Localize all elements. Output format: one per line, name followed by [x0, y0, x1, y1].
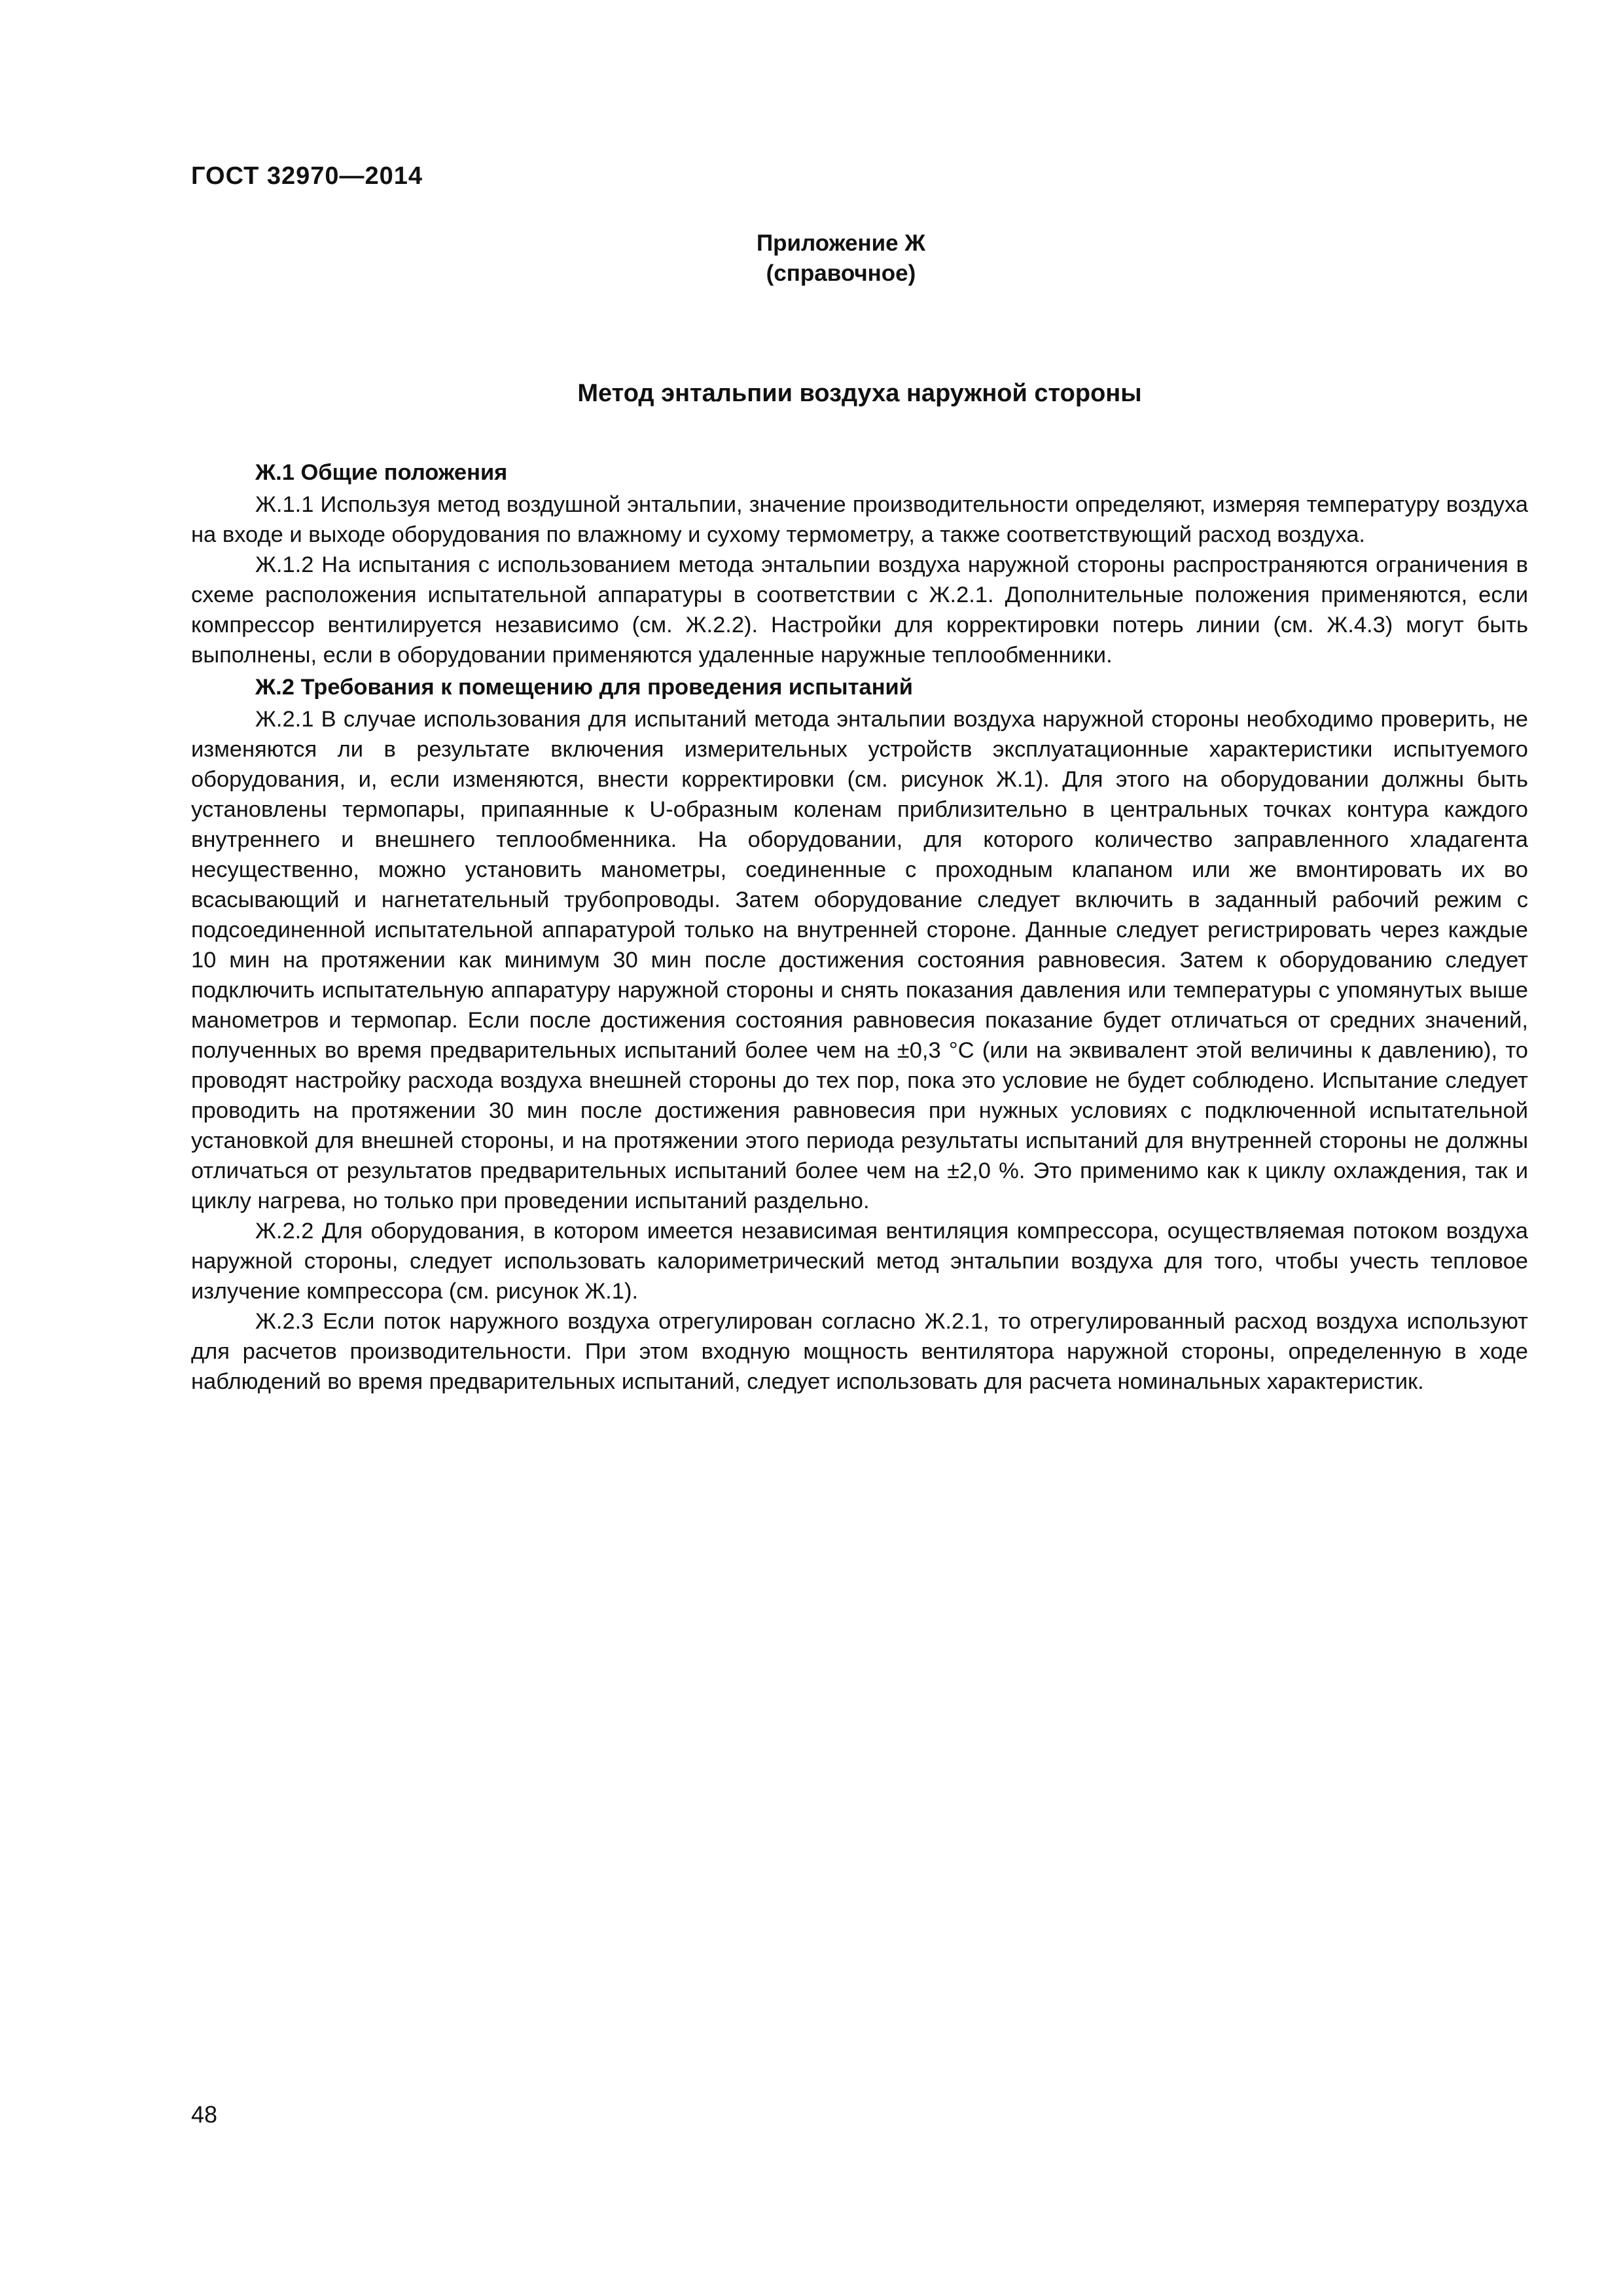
document-body	[191, 456, 1528, 1397]
paragraph-1-2: Ж.1.2 На испытания с использованием метода энтальпии воздуха наружной стороны распространяются ограничения в схеме расположения испытательной аппаратуры в соответствии с Ж.2.1. Дополнительные положения применяются, если компрессор вентилируется независимо (см. Ж.2.2). Настройки для корректировки потерь линии (см. Ж.4.3) могут быть выполнены, если в оборудовании применяются удаленные наружные теплообменники.	[191, 552, 1528, 668]
standard-code-header: ГОСТ 32970—2014	[191, 162, 423, 190]
appendix-title: Приложение Ж	[756, 230, 926, 256]
paragraph-2-3: Ж.2.3 Если поток наружного воздуха отрегулирован согласно Ж.2.1, то отрегулированный расход воздуха используют для расчетов производительности. При этом входную мощность вентилятора наружной стороны, определенную в ходе наблюдений во время предварительных испытаний, следует использовать для расчета номинальных характеристик.	[191, 1309, 1528, 1394]
appendix-type: (справочное)	[766, 260, 916, 286]
paragraph-1-1: Ж.1.1 Используя метод воздушной энтальпии, значение производительности определяют, измеряя температуру воздуха на входе и выходе оборудования по влажному и сухому термометру, а также соответствующий расход воздуха.	[191, 492, 1528, 547]
paragraph-2-1: Ж.2.1 В случае использования для испытаний метода энтальпии воздуха наружной стороны необходимо проверить, не изменяются ли в результате включения измерительных устройств эксплуатационные характеристики испытуемого оборудования, и, если изменяются, внести корректировки (см. рисунок Ж.1). Для этого на оборудовании должны быть установлены термопары, припаянные к U-образным коленам приблизительно в центральных точках контура каждого внутреннего и внешнего теплообменника. На оборудовании, для которого количество заправленного хладагента несущественно, можно установить манометры, соединенные с проходным клапаном или же вмонтировать их во всасывающий и нагнетательный трубопроводы. Затем оборудование следует включить в заданный рабочий режим с подсоединенной испытательной аппаратурой только на внутренней стороне. Данные следует регистрировать через каждые 10 мин на протяжении как минимум 30 мин после достижения состояния равновесия. Затем к оборудованию следует подключить испытательную аппаратуру наружной стороны и снять показания давления или температуры с упомянутых выше манометров и термопар. Если после достижения состояния равновесия показание будет отличаться от средних значений, полученных во время предварительных испытаний более чем на ±0,3 °С (или на эквивалент этой величины к давлению), то проводят настройку расхода воздуха внешней стороны до тех пор, пока это условие не будет соблюдено. Испытание следует проводить на протяжении 30 мин после достижения равновесия при нужных условиях с подключенной испытательной установкой для внешней стороны, и на протяжении этого периода результаты испытаний для внутренней стороны не должны отличаться от результатов предварительных испытаний более чем на ±2,0 %. Это применимо как к циклу охлаждения, так и циклу нагрева, но только при проведении испытаний раздельно.	[191, 707, 1528, 1213]
paragraph-2-2: Ж.2.2 Для оборудования, в котором имеется независимая вентиляция компрессора, осуществляемая потоком воздуха наружной стороны, следует использовать калориметрический метод энтальпии воздуха для того, чтобы учесть тепловое излучение компрессора (см. рисунок Ж.1).	[191, 1219, 1528, 1304]
section-heading-2: Ж.2 Требования к помещению для проведения испытаний	[255, 675, 913, 700]
section-heading-1: Ж.1 Общие положения	[255, 460, 508, 485]
page-number: 48	[191, 2101, 218, 2128]
document-title: Метод энтальпии воздуха наружной стороны	[577, 380, 1142, 407]
